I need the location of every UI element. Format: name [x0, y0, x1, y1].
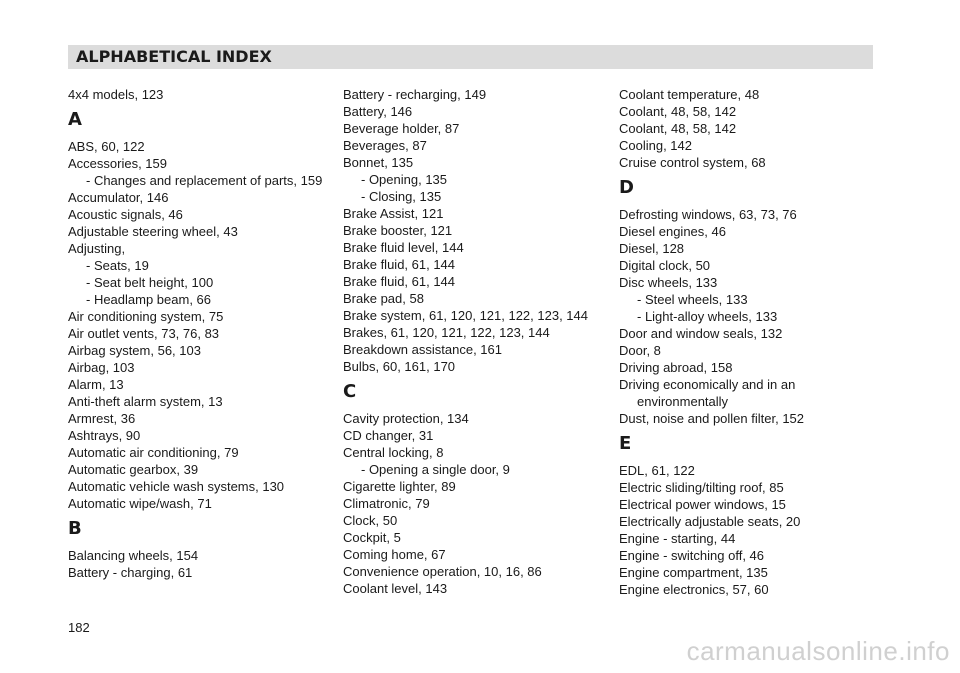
index-column-2: [343, 86, 608, 597]
index-entry: Door and window seals, 132: [619, 326, 783, 341]
index-letter-heading: C: [343, 381, 357, 402]
index-entry: Digital clock, 50: [619, 258, 711, 273]
index-entry: Brake fluid level, 144: [343, 240, 464, 255]
index-entry: Ashtrays, 90: [68, 428, 141, 443]
index-entry: 4x4 models, 123: [68, 87, 164, 102]
index-subentry: - Closing, 135: [361, 189, 442, 204]
index-subentry: - Seat belt height, 100: [86, 275, 214, 290]
watermark-text: carmanualsonline.info: [686, 636, 950, 666]
index-entry: Brake booster, 121: [343, 223, 453, 238]
page-title: ALPHABETICAL INDEX: [76, 47, 272, 66]
index-entry: Brake pad, 58: [343, 291, 424, 306]
index-entry: Electrically adjustable seats, 20: [619, 514, 801, 529]
index-entry: Brakes, 61, 120, 121, 122, 123, 144: [343, 325, 550, 340]
index-entry: Breakdown assistance, 161: [343, 342, 502, 357]
index-entry: Climatronic, 79: [343, 496, 430, 511]
index-entry: Engine electronics, 57, 60: [619, 582, 769, 597]
index-subentry: - Headlamp beam, 66: [86, 292, 212, 307]
index-entry: Coolant, 48, 58, 142: [619, 104, 737, 119]
index-entry: Battery - recharging, 149: [343, 87, 487, 102]
index-entry: Cockpit, 5: [343, 530, 401, 545]
index-entry: Balancing wheels, 154: [68, 548, 199, 563]
index-entry: Cooling, 142: [619, 138, 692, 153]
index-entry: EDL, 61, 122: [619, 463, 695, 478]
index-entry: Cruise control system, 68: [619, 155, 766, 170]
index-entry: Brake Assist, 121: [343, 206, 444, 221]
index-entry: Anti-theft alarm system, 13: [68, 394, 223, 409]
index-entry: Accumulator, 146: [68, 190, 169, 205]
index-entry: Diesel, 128: [619, 241, 685, 256]
index-entry: Acoustic signals, 46: [68, 207, 183, 222]
index-entry: Electric sliding/tilting roof, 85: [619, 480, 784, 495]
index-entry: Beverage holder, 87: [343, 121, 460, 136]
index-entry: Central locking, 8: [343, 445, 444, 460]
index-entry: Alarm, 13: [68, 377, 124, 392]
index-entry: Clock, 50: [343, 513, 398, 528]
index-entry: Brake fluid, 61, 144: [343, 274, 456, 289]
index-entry: Electrical power windows, 15: [619, 497, 786, 512]
index-entry: Bonnet, 135: [343, 155, 414, 170]
index-entry: Automatic vehicle wash systems, 130: [68, 479, 285, 494]
index-entry: Automatic air conditioning, 79: [68, 445, 239, 460]
index-subentry: - Seats, 19: [86, 258, 149, 273]
index-entry: Cigarette lighter, 89: [343, 479, 456, 494]
index-entry: Airbag, 103: [68, 360, 135, 375]
index-entry: Engine - switching off, 46: [619, 548, 765, 563]
index-subentry: - Steel wheels, 133: [637, 292, 748, 307]
index-entry: Coolant temperature, 48: [619, 87, 760, 102]
index-entry: Engine compartment, 135: [619, 565, 768, 580]
index-letter-heading: E: [619, 433, 632, 454]
index-entry: Defrosting windows, 63, 73, 76: [619, 207, 797, 222]
index-entry: Adjusting,: [68, 241, 126, 256]
index-entry: Automatic wipe/wash, 71: [68, 496, 212, 511]
index-column-3: [619, 86, 874, 598]
index-entry: ABS, 60, 122: [68, 139, 145, 154]
index-entry: Airbag system, 56, 103: [68, 343, 201, 358]
index-entry: Coolant level, 143: [343, 581, 448, 596]
index-entry: Engine - starting, 44: [619, 531, 736, 546]
index-header-bar: [68, 45, 873, 69]
index-entry: CD changer, 31: [343, 428, 434, 443]
index-subentry: - Opening a single door, 9: [361, 462, 510, 477]
index-entry: Coolant, 48, 58, 142: [619, 121, 737, 136]
index-entry: Brake system, 61, 120, 121, 122, 123, 144: [343, 308, 588, 323]
index-letter-heading: D: [619, 177, 634, 198]
index-entry: Beverages, 87: [343, 138, 427, 153]
index-entry: Bulbs, 60, 161, 170: [343, 359, 456, 374]
index-entry: Cavity protection, 134: [343, 411, 469, 426]
index-entry: Adjustable steering wheel, 43: [68, 224, 238, 239]
index-entry: Armrest, 36: [68, 411, 136, 426]
index-entry: Driving abroad, 158: [619, 360, 733, 375]
index-entry: Dust, noise and pollen filter, 152: [619, 411, 805, 426]
index-entry: Air outlet vents, 73, 76, 83: [68, 326, 220, 341]
page-number: 182: [68, 620, 90, 635]
index-entry: Brake fluid, 61, 144: [343, 257, 456, 272]
index-entry: Driving economically and in an environmentally: [619, 377, 796, 409]
index-subentry: - Light-alloy wheels, 133: [637, 309, 778, 324]
index-entry: Battery - charging, 61: [68, 565, 193, 580]
index-letter-heading: A: [68, 109, 82, 130]
index-entry: Door, 8: [619, 343, 661, 358]
index-entry: Air conditioning system, 75: [68, 309, 224, 324]
index-entry: Disc wheels, 133: [619, 275, 718, 290]
index-letter-heading: B: [68, 518, 82, 539]
index-entry: Battery, 146: [343, 104, 413, 119]
index-entry: Diesel engines, 46: [619, 224, 726, 239]
index-entry: Convenience operation, 10, 16, 86: [343, 564, 542, 579]
index-entry: Coming home, 67: [343, 547, 446, 562]
index-entry: Accessories, 159: [68, 156, 167, 171]
index-subentry: - Changes and replacement of parts, 159: [86, 173, 323, 188]
index-entry: Automatic gearbox, 39: [68, 462, 199, 477]
index-subentry: - Opening, 135: [361, 172, 448, 187]
index-column-1: [68, 86, 323, 581]
